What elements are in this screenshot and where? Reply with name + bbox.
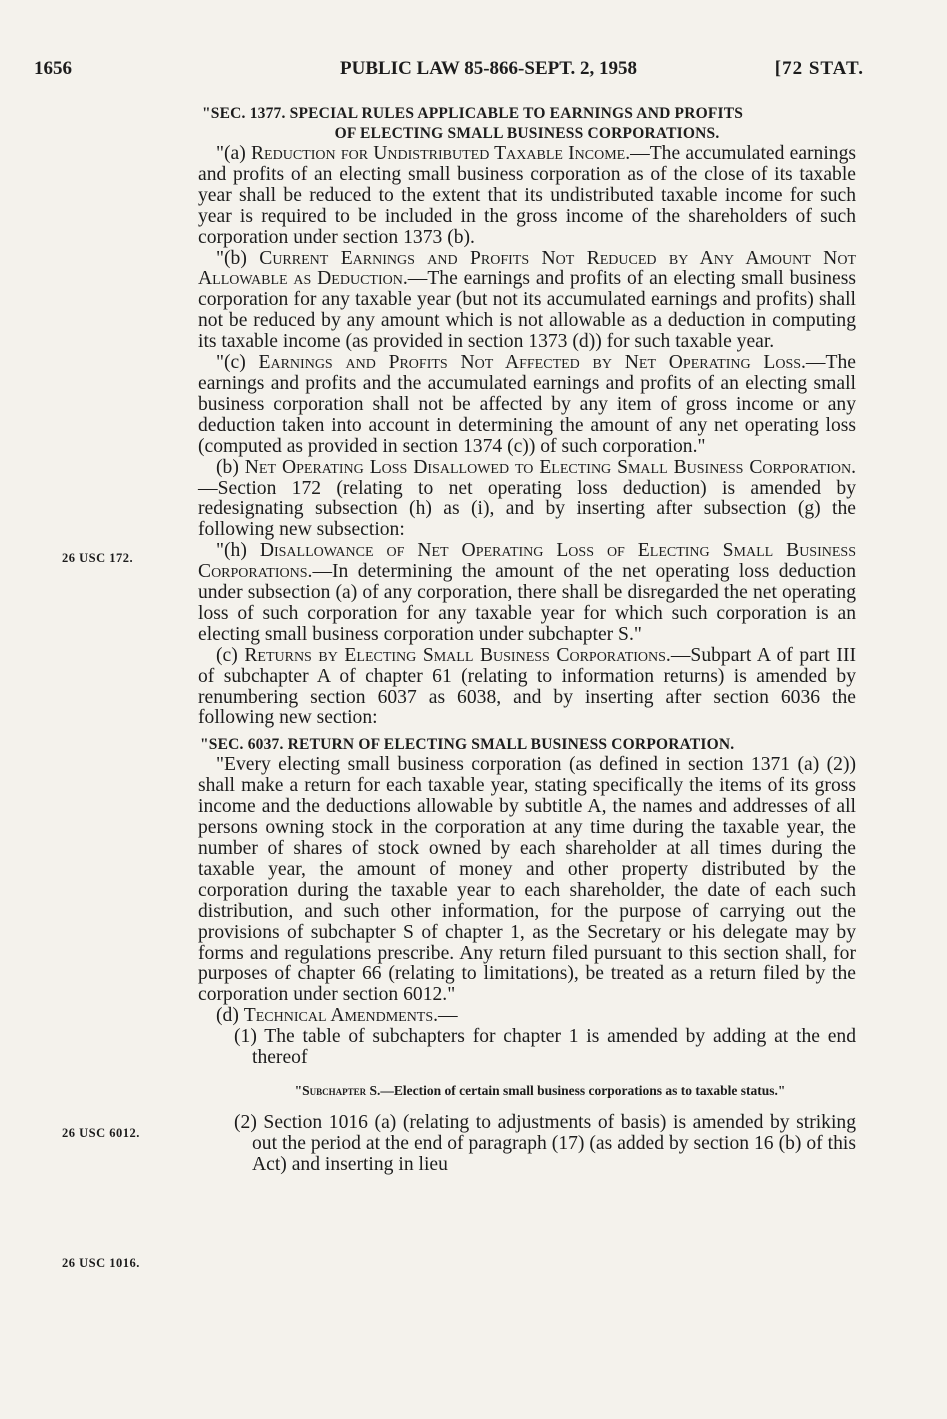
sec-1377-heading-line1: "SEC. 1377. SPECIAL RULES APPLICABLE TO EARNINGS AND PROFITS <box>202 105 744 122</box>
subsection-b-label: (b) <box>216 456 239 478</box>
sec-1377-a-label: "(a) <box>216 143 246 164</box>
page-number: 1656 <box>34 58 72 79</box>
sec-1377-a <box>198 144 856 249</box>
margin-note-usc1016: 26 USC 1016. <box>62 1256 140 1270</box>
sec-1377-heading-line2: OF ELECTING SMALL BUSINESS CORPORATIONS. <box>334 125 720 142</box>
subchapter-s-quote-caption: "Subchapter S. <box>294 1082 381 1098</box>
sec-1377-c-text: —The earnings and profits and the accumulated earnings and profits of an electing small business corporation shall not be affected by any item of gross income or any deduction taken into account in determining the amount of any net operating loss (computed as provided in section 1374 (c)) of such corporation." <box>198 352 856 457</box>
subsection-d-dash: — <box>438 1005 458 1027</box>
subsection-d-paragraph-2: (2) Section 1016 (a) (relating to adjustments of basis) is amended by striking out the period at the end of paragraph (17) (as added by section 16 (b) of this Act) and inserting in lieu <box>234 1111 856 1175</box>
subsection-b <box>198 458 856 542</box>
sec-6037-text: "Every electing small business corporation (as defined in section 1371 (a) (2)) shall make a return for each taxable year, stating specifically the items of its gross income and the deductions allowable by subtitle A, the names and addresses of all persons owning stock in the corporation at any time during the taxable year, the number of shares of stock owned by each shareholder at all times during the taxable year, the amount of money and other property distributed by the corporation during the taxable year to each shareholder, the date of each such distribution, and such other information, for the purpose of carrying out the provisions of subchapter S of chapter 1, as the Secretary or his delegate may by forms and regulations prescribe. Any return filed pursuant to this section shall, for purposes of chapter 66 (relating to limitations), be treated as a return filed by the corporation under section 6012." <box>198 754 856 1006</box>
margin-note-usc172: 26 USC 172. <box>62 551 134 565</box>
subsection-d-label: (d) <box>216 1005 239 1027</box>
subsection-b-caption: Net Operating Loss Disallowed to Electing Small Business Corporation. <box>244 456 856 478</box>
sec-1377-b <box>198 249 856 354</box>
subchapter-s-quote-text: —Election of certain small business corporations as to taxable status." <box>380 1082 786 1098</box>
subsection-b-text: —Section 172 (relating to net operating loss deduction) is amended by redesignating subsection (h) as (i), and by inserting after subsection (g) the following new subsection: <box>198 477 856 541</box>
subchapter-s-quote <box>198 1083 856 1099</box>
subsection-d-caption: Technical Amendments. <box>243 1005 439 1027</box>
sec-1377-b-label: "(b) <box>216 247 247 269</box>
page-header <box>34 58 864 88</box>
margin-note-usc6012: 26 USC 6012. <box>62 1126 140 1140</box>
page-title: PUBLIC LAW 85-866-SEPT. 2, 1958 <box>340 58 637 79</box>
subsection-h-caption: Disallowance of Net Operating Loss of Electing Small Business Corporations. <box>198 540 856 583</box>
subsection-c-label: (c) <box>216 644 238 666</box>
sec-1377-c <box>198 353 856 458</box>
sec-6037-heading: "SEC. 6037. RETURN OF ELECTING SMALL BUSINESS CORPORATION. <box>200 736 735 754</box>
document-body <box>198 104 856 1176</box>
subsection-h <box>198 541 856 646</box>
sec-1377-c-caption: Earnings and Profits Not Affected by Net Operating Loss. <box>258 352 806 374</box>
subsection-h-text: —In determining the amount of the net operating loss deduction under subsection (a) of any corporation, there shall be disregarded the net operating loss of such corporation for any taxable year for which such corporation is an electing small business corporation under subchapter S." <box>198 561 856 645</box>
subsection-d-paragraph-1: (1) The table of subchapters for chapter 1 is amended by adding at the end thereof <box>234 1026 856 1069</box>
statute-reference: [72 STAT. <box>774 58 864 79</box>
sec-1377-b-caption: Current Earnings and Profits Not Reduced by Any Amount Not Allowable as Deduction. <box>198 247 856 290</box>
subsection-h-label: "(h) <box>216 540 247 562</box>
sec-1377-a-caption: Reduction for Undistributed Taxable Income. <box>250 143 631 164</box>
subsection-c <box>198 646 856 730</box>
sec-1377-a-text: —The accumulated earnings and profits of an electing small business corporation as of the close of its taxable year shall be reduced to the extent that its undistributed taxable income for such year is required to be included in the gross income of the shareholders of such corporation under section 1373 (b). <box>198 143 857 248</box>
subsection-c-text: —Subpart A of part III of subchapter A of chapter 61 (relating to information returns) is amended by renumbering section 6037 as 6038, and by inserting after section 6036 the following new section: <box>198 644 856 729</box>
sec-1377-b-text: —The earnings and profits of an electing small business corporation for any taxable year (but not its accumulated earnings and profits) shall not be reduced by any amount which is not allowable as a deduction in computing its taxable income (as provided in section 1373 (d)) for such taxable year. <box>198 268 856 353</box>
sec-1377-c-label: "(c) <box>216 352 246 374</box>
subsection-c-caption: Returns by Electing Small Business Corporations. <box>244 644 671 666</box>
subsection-d <box>198 1006 856 1027</box>
